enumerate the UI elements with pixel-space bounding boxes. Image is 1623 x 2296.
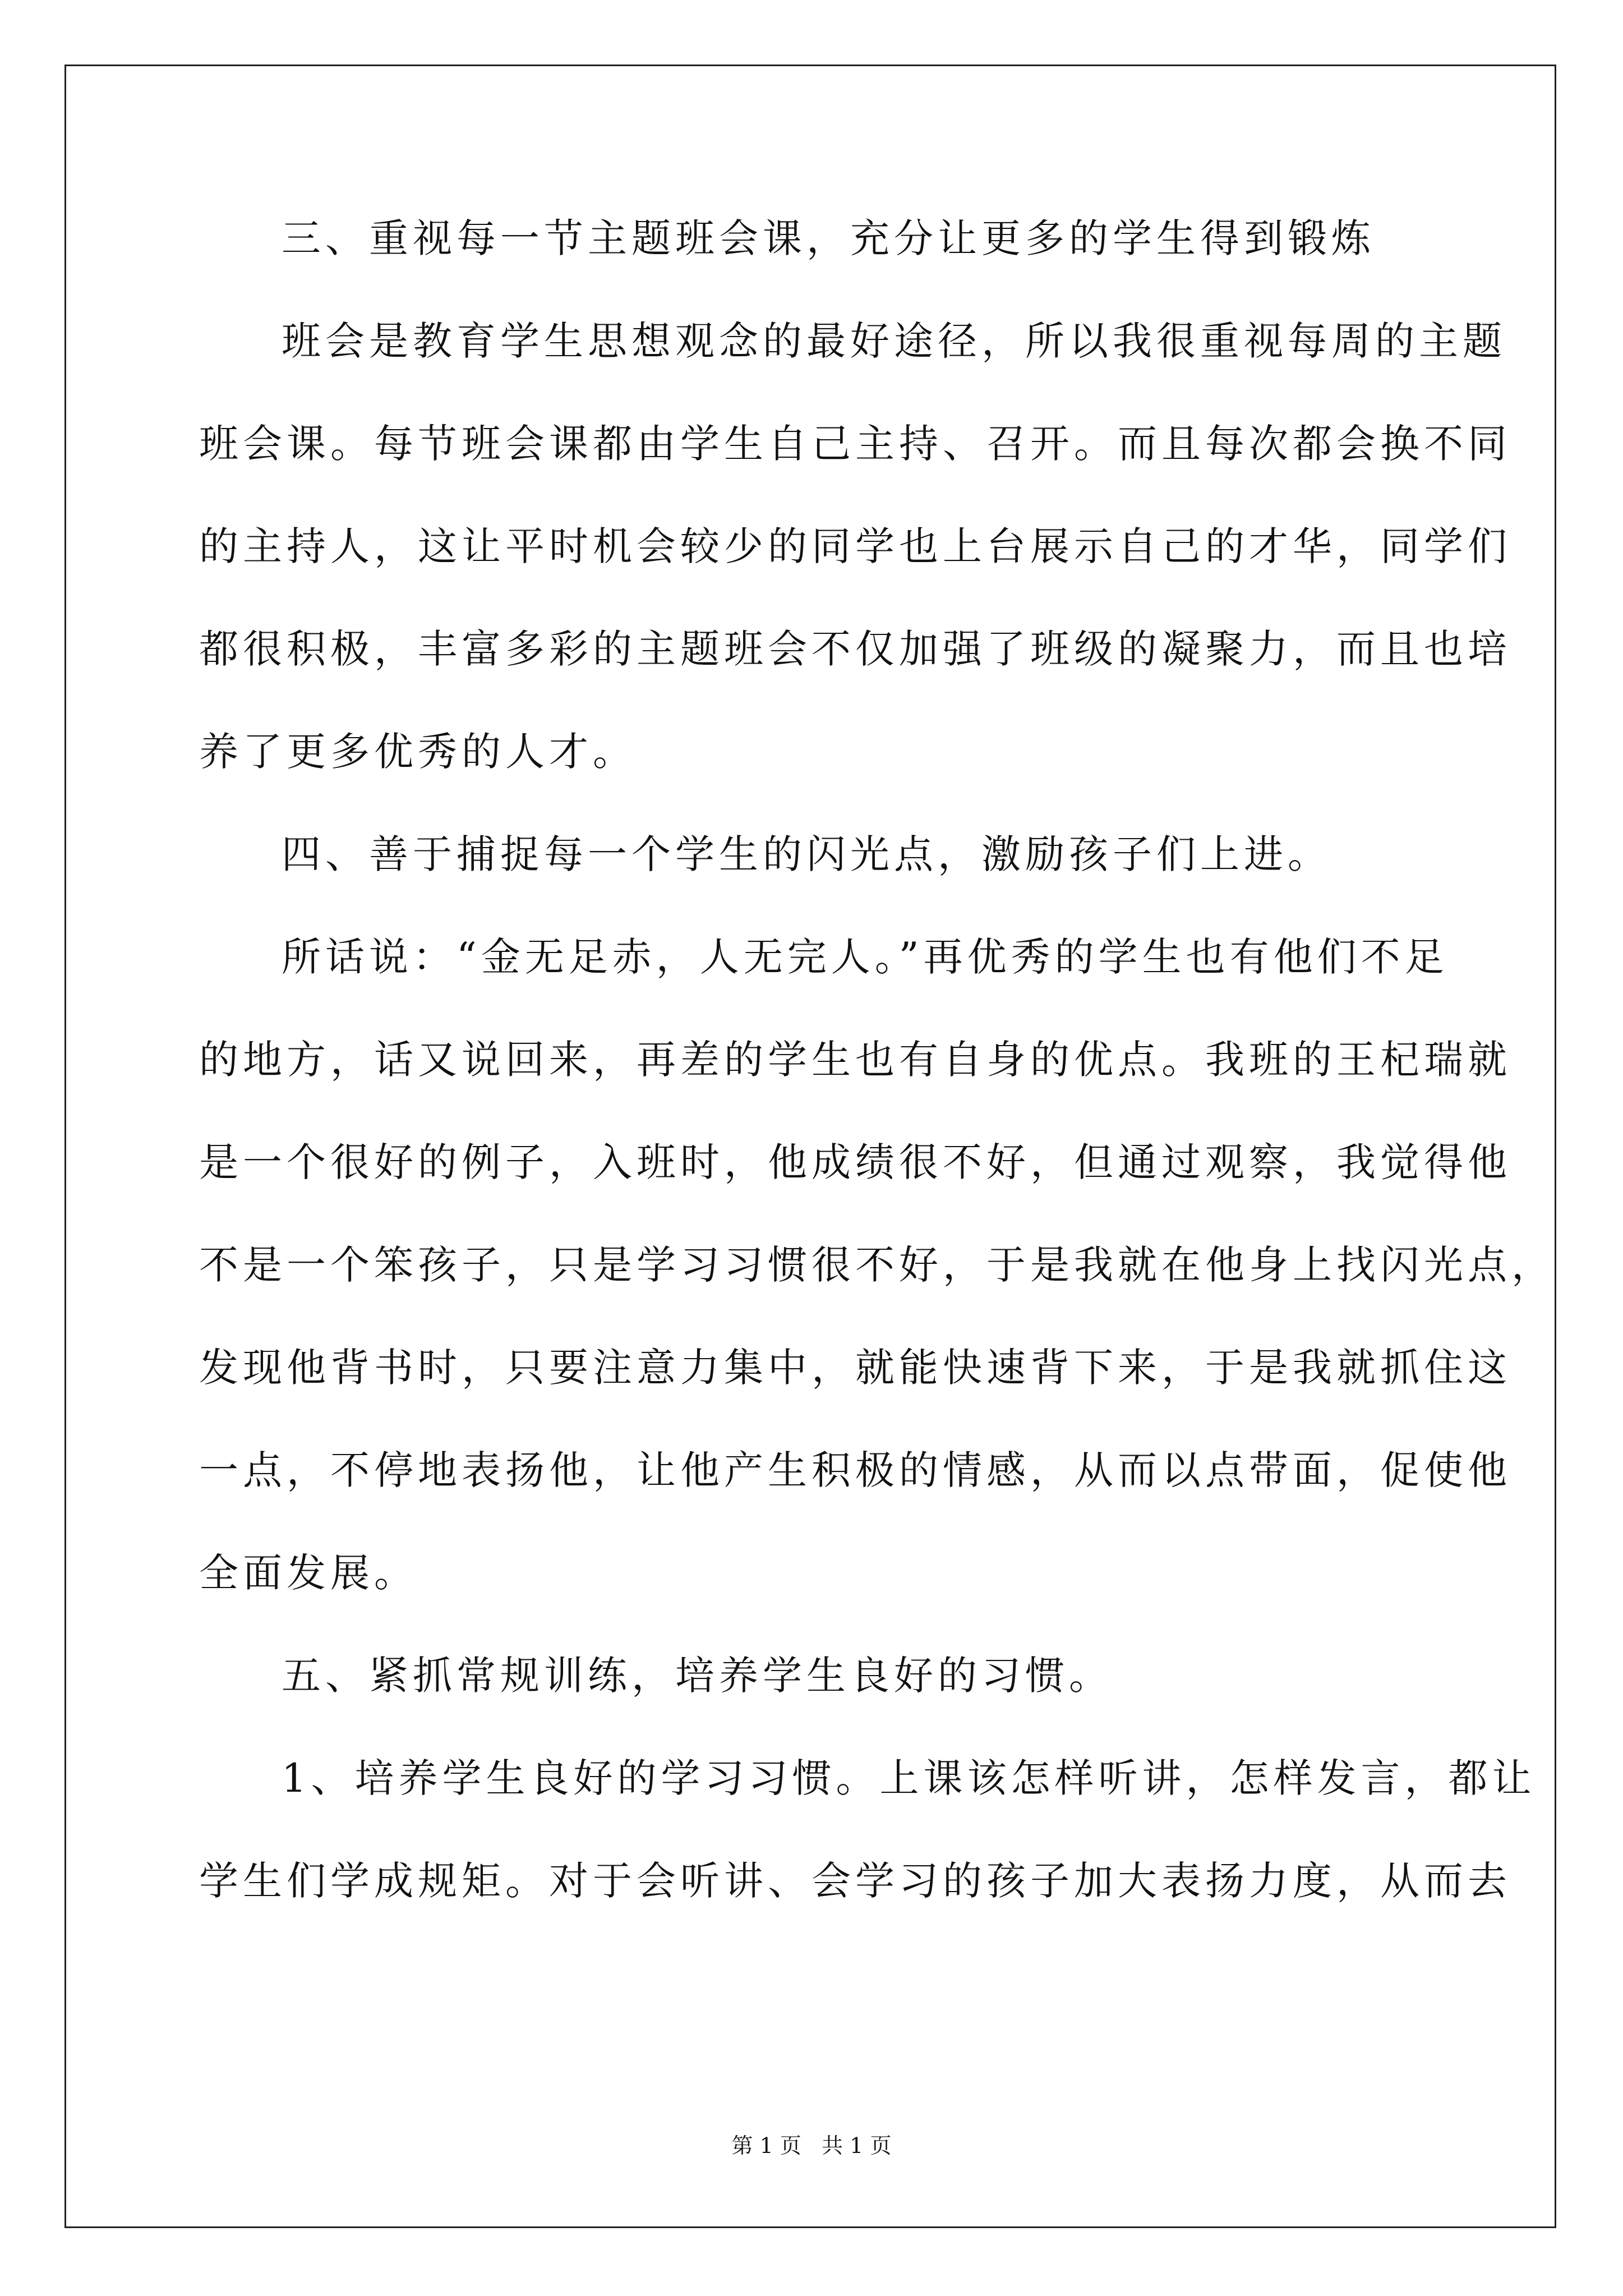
paragraph-line: 都很积极，丰富多彩的主题班会不仅加强了班级的凝聚力，而且也培 <box>199 626 1511 672</box>
paragraph-line: 的地方，话又说回来，再差的学生也有自身的优点。我班的王杞瑞就 <box>199 1037 1511 1083</box>
section-heading-5: 五、紧抓常规训练，培养学生良好的习惯。 <box>282 1653 1113 1699</box>
paragraph-line: 发现他背书时，只要注意力集中，就能快速背下来，于是我就抓住这 <box>199 1345 1511 1391</box>
paragraph-line: 班会课。每节班会课都由学生自己主持、召开。而且每次都会换不同 <box>199 421 1511 467</box>
document-body <box>199 215 1555 1964</box>
paragraph-line: 是一个很好的例子，入班时，他成绩很不好，但通过观察，我觉得他 <box>199 1139 1511 1185</box>
paragraph-line: 全面发展。 <box>199 1550 418 1596</box>
paragraph-line: 一点，不停地表扬他，让他产生积极的情感，从而以点带面，促使他 <box>199 1447 1511 1493</box>
paragraph-line: 所话说：“金无足赤，人无完人。”再优秀的学生也有他们不足 <box>282 934 1449 980</box>
section-heading-4: 四、善于捕捉每一个学生的闪光点，激励孩子们上进。 <box>282 831 1331 877</box>
paragraph-line: 1、培养学生良好的学习习惯。上课该怎样听讲，怎样发言，都让 <box>282 1755 1536 1801</box>
paragraph-line: 不是一个笨孩子，只是学习习惯很不好，于是我就在他身上找闪光点， <box>199 1242 1555 1288</box>
paragraph-line: 学生们学成规矩。对于会听讲、会学习的孩子加大表扬力度，从而去 <box>199 1858 1511 1904</box>
page-footer: 第 1 页 共 1 页 <box>731 2133 892 2158</box>
paragraph-line: 班会是教育学生思想观念的最好途径，所以我很重视每周的主题 <box>282 318 1506 364</box>
paragraph-line: 养了更多优秀的人才。 <box>199 729 637 775</box>
section-heading-3: 三、重视每一节主题班会课，充分让更多的学生得到锻炼 <box>282 215 1375 261</box>
paragraph-line: 的主持人，这让平时机会较少的同学也上台展示自己的才华，同学们 <box>199 523 1511 569</box>
